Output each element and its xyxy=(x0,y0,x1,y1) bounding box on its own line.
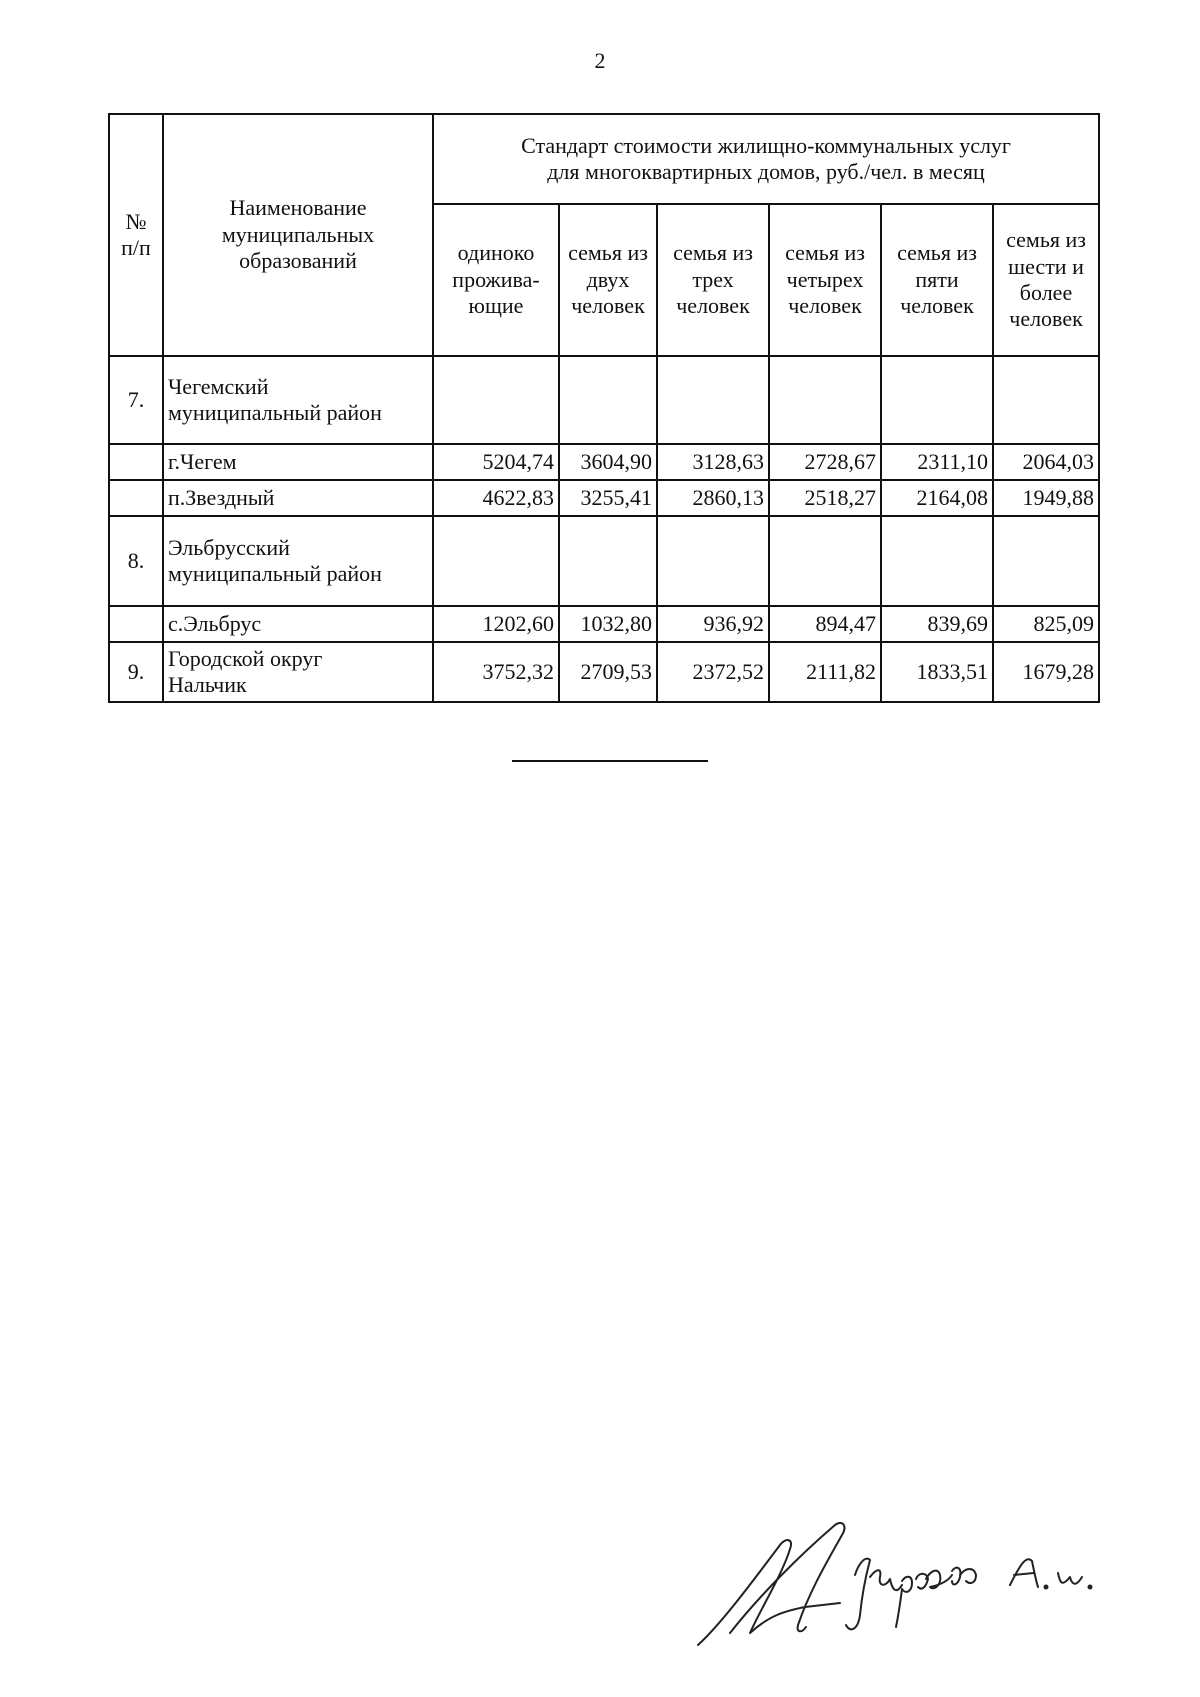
tariff-table xyxy=(108,113,1100,703)
row-value: 2709,53 xyxy=(559,642,657,702)
header-col-label: одиноко прожива- ющие xyxy=(452,240,540,319)
row-value: 936,92 xyxy=(657,606,769,642)
row-num: 9. xyxy=(109,642,163,702)
row-name xyxy=(163,356,433,444)
header-col-1 xyxy=(433,204,559,356)
row-value xyxy=(559,516,657,606)
row-value: 1679,28 xyxy=(993,642,1099,702)
row-value: 2311,10 xyxy=(881,444,993,480)
table-row xyxy=(109,356,1099,444)
page-number: 2 xyxy=(594,48,606,73)
row-value: 1202,60 xyxy=(433,606,559,642)
header-num xyxy=(109,114,163,356)
row-value: 2860,13 xyxy=(657,480,769,516)
row-name: с.Эльбрус xyxy=(163,606,433,642)
row-name: г.Чегем xyxy=(163,444,433,480)
row-value: 894,47 xyxy=(769,606,881,642)
row-value xyxy=(433,356,559,444)
row-num: 7. xyxy=(109,356,163,444)
row-value: 825,09 xyxy=(993,606,1099,642)
row-value: 3604,90 xyxy=(559,444,657,480)
row-value: 2518,27 xyxy=(769,480,881,516)
row-value xyxy=(657,516,769,606)
separator-line xyxy=(512,760,708,762)
row-num xyxy=(109,606,163,642)
row-value xyxy=(881,516,993,606)
header-col-label: семья из пяти человек xyxy=(897,240,977,319)
header-group-label: Стандарт стоимости жилищно-коммунальных услуг для многоквартирных домов, руб./чел. в месяц xyxy=(521,132,1011,184)
row-value: 839,69 xyxy=(881,606,993,642)
row-value: 2164,08 xyxy=(881,480,993,516)
row-value: 3255,41 xyxy=(559,480,657,516)
header-col-4 xyxy=(769,204,881,356)
header-num-label: № п/п xyxy=(121,208,151,260)
header-name-label: Наименование муниципальных образований xyxy=(221,195,375,274)
header-col-5 xyxy=(881,204,993,356)
table-row xyxy=(109,480,1099,516)
row-value xyxy=(993,356,1099,444)
header-col-label: семья из четырех человек xyxy=(785,240,865,319)
row-value: 2111,82 xyxy=(769,642,881,702)
row-value xyxy=(657,356,769,444)
row-name: п.Звездный xyxy=(163,480,433,516)
row-value: 4622,83 xyxy=(433,480,559,516)
row-value xyxy=(769,356,881,444)
row-value: 2728,67 xyxy=(769,444,881,480)
row-value: 2064,03 xyxy=(993,444,1099,480)
header-col-label: семья из трех человек xyxy=(673,240,753,319)
table-row xyxy=(109,606,1099,642)
header-col-label: семья из шести и более человек xyxy=(1006,227,1086,332)
table-row xyxy=(109,444,1099,480)
row-num xyxy=(109,480,163,516)
row-value: 5204,74 xyxy=(433,444,559,480)
row-value xyxy=(433,516,559,606)
header-col-2 xyxy=(559,204,657,356)
row-name-text: Чегемский муниципальный район xyxy=(168,373,382,425)
row-value: 2372,52 xyxy=(657,642,769,702)
table-row xyxy=(109,516,1099,606)
header-col-label: семья из двух человек xyxy=(568,240,648,319)
row-name xyxy=(163,642,433,702)
row-value: 3128,63 xyxy=(657,444,769,480)
row-num: 8. xyxy=(109,516,163,606)
row-value: 1032,80 xyxy=(559,606,657,642)
header-group xyxy=(433,114,1099,204)
header-name xyxy=(163,114,433,356)
row-name-text: Эльбрусский муниципальный район xyxy=(168,534,382,586)
row-num xyxy=(109,444,163,480)
handwritten-signature xyxy=(690,1515,1170,1655)
row-name-text: Городской округ Нальчик xyxy=(168,645,323,697)
row-value: 1949,88 xyxy=(993,480,1099,516)
row-name xyxy=(163,516,433,606)
header-col-6 xyxy=(993,204,1099,356)
header-col-3 xyxy=(657,204,769,356)
row-value xyxy=(769,516,881,606)
row-value: 1833,51 xyxy=(881,642,993,702)
row-value: 3752,32 xyxy=(433,642,559,702)
row-value xyxy=(993,516,1099,606)
table-row xyxy=(109,642,1099,702)
row-value xyxy=(559,356,657,444)
row-value xyxy=(881,356,993,444)
